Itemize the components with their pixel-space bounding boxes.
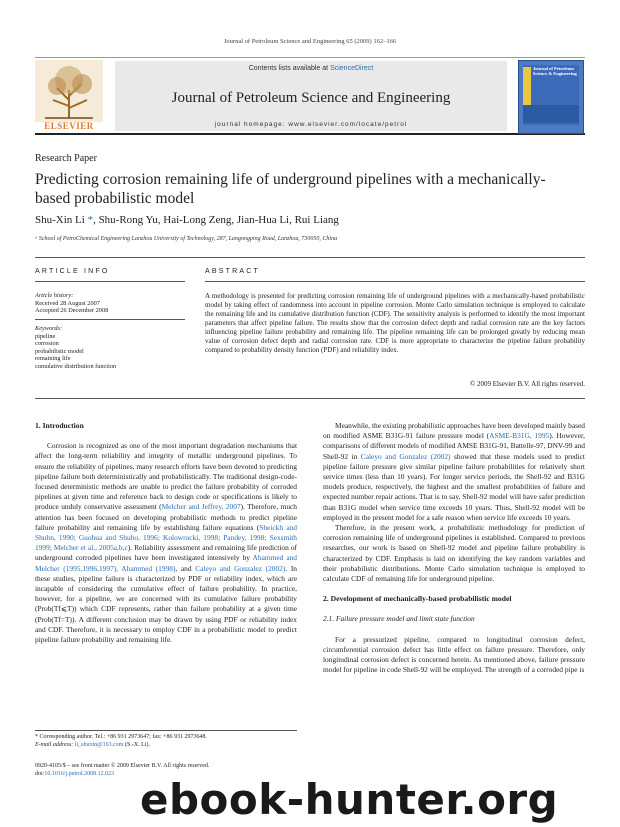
corresponding-author-footnote [35,730,297,749]
keyword: cumulative distribution function [35,362,117,370]
section-heading-introduction: 1. Introduction [35,421,84,430]
cover-title: Journal of Petroleum Science & Engineering [533,66,577,76]
keyword: probabilistic model [35,347,84,355]
citation-link[interactable]: Sheickh and Shuhn, 1990; Guohua and Shuho, 1996; Kolowrocki, 1998; Pandey, 1998; Sexsmith 1999; Melcher et al., 2005a,b,c [35,522,297,553]
article-title: Predicting corrosion remaining life of underground pipelines with a mechanically-based probabilistic model [35,171,546,207]
doi-link[interactable]: 10.1016/j.petrol.2008.12.023 [44,770,115,777]
journal-cover-thumbnail [518,60,584,134]
citation-link[interactable]: Caleyo and Gonzalez (2002) [195,563,286,573]
journal-name: Journal of Petroleum Science and Engineering [171,90,451,106]
keyword: pipeline [35,332,56,340]
affiliation: ᵃ School of PetroChemical Engineering Lanzhou University of Technology, 287, Langongping Road, Lanzhou, 730050, China [35,236,338,242]
copyright-notice: © 2009 Elsevier B.V. All rights reserved. [469,380,585,388]
other-authors: , Shu-Rong Yu, Hai-Long Zeng, Jian-Hua Li, Rui Liang [93,214,339,226]
keywords [35,325,185,370]
subsection-heading: 2.1. Failure pressure model and limit state function [323,614,475,624]
keyword: corrosion [35,340,59,347]
article-type: Research Paper [35,153,97,164]
email-line: E-mail address: li_shuxin@163.com (S.-X. Li). [35,741,150,748]
divider [205,281,585,282]
divider [35,398,585,399]
publisher-name: ELSEVIER [44,121,94,131]
running-head: Journal of Petroleum Science and Engineering 65 (2009) 162–166 [223,38,397,45]
left-column [35,421,297,645]
author-list [35,214,339,226]
history-label: Article history: [35,292,74,299]
keywords-label: Keywords: [35,325,63,332]
contact-line: * Corresponding author. Tel.: +86 931 2973647; fax: +86 931 2973648. [35,734,208,740]
citation-link[interactable]: Ahammed and Melcher (1995,1996,1997), Ahammed (1998) [35,553,297,573]
body-paragraph: Therefore, in the present work, a probabilistic methodology for prediction of corrosion remaining life of underground pipelines is established. Compared to previous researches, our work is based on Shell-92 model and pipeline failure probability is characterized by CDF. Emphasis is laid on identifying the key random variables and their probabilistic distributions. Monte Carlo simulation technique is employed to calculate CDF of remaining life for underground pipeline. [323,523,585,584]
divider [35,319,185,320]
citation-link[interactable]: Caleyo and Gonzalez (2002) [360,451,451,461]
journal-homepage[interactable]: journal homepage: www.elsevier.com/locate/petrol [214,121,408,128]
citation-link[interactable]: Melcher and Jeffrey, 2007 [161,502,241,512]
watermark-text: ebook-hunter.org [140,775,559,824]
journal-masthead [35,57,585,135]
accepted-date: Accepted 26 December 2008 [35,307,109,314]
contents-prefix: Contents lists available at [248,65,331,72]
body-paragraph: Meanwhile, the existing probabilistic approaches have been developed mainly based on modified ASME B31G-91 failure pressure model (ASME-B31G, 1995). However, comparisons of different models of modified AMSE B31G-91, Battelle-97, DNV-99 and Shell-92 in Caleyo and Gonzalez (2002) showed that these models used to predict pipeline failure pressure give similar pipeline failure probabilities for relatively short service times (less than 10 years). For longer service periods, the Shell-92 and B31G models produce, respectively, the highest and the smallest probabilities of failure and expected number repair actions. That is to say, Shell-92 model will have safer prediction than B31G model when service time exceeds 10 years. Thus, Shell-92 model will be employed in the present model for a safe reason when service life exceeds 10 years. [323,421,585,522]
abstract-text: A methodology is presented for predicting corrosion remaining life of underground pipelines with a mechanically-based probabilistic model by taking effect of randomness into account in pipeline corrosion. Monte Carlo simulation technique is employed to calculate the remaining life and its cumulative distribution function (CDF). The sensitivity analysis is performed to identify the most important parameters that affect pipeline failure. The results show that the corrosion defect depth and radial corrosion rate are the key factors influencing pipeline failure probability and remaining life. The pipeline remaining life can be prolonged greatly by reducing mean value of corrosion defect depth and radial corrosion rate. CDF is more appropriate to characterize the pipeline failure probability compared to probability density function (PDF) and reliability index. [205,292,585,354]
email-link[interactable]: li_shuxin@163.com [74,741,124,748]
keyword: remaining life [35,355,71,362]
right-column [323,421,585,675]
contents-line [115,65,507,72]
cover-band [523,105,579,123]
citation-link[interactable]: ASME-B31G, 1995 [489,431,550,441]
corresponding-author-marker[interactable]: * [87,214,94,226]
journal-banner [115,61,507,131]
section-heading-development: 2. Development of mechanically-based probabilistic model [323,594,512,604]
sciencedirect-link[interactable]: ScienceDirect [330,65,374,72]
abstract-label: ABSTRACT [205,268,260,275]
article-history [35,292,185,315]
article-info-label: ARTICLE INFO [35,268,110,275]
issn-line: 0920-4105/$ – see front matter © 2009 Elsevier B.V. All rights reserved. [35,763,210,769]
first-author[interactable]: Shu-Xin Li [35,214,85,226]
body-paragraph: For a pressurized pipeline, compared to longitudinal corrosion defect, circumferential corrosion defect has little effect on failure pressure. Therefore, only longitudinal corrosion defect is concerned herein. As mentioned above, failure pressure model for pipeline in code Shell-92 will be employed. The strength of a corroded pipe is [323,634,585,675]
received-date: Received 28 August 2007 [35,299,100,307]
divider [35,257,585,258]
divider [35,281,185,282]
introduction-paragraph: Corrosion is recognized as one of the most important degradation mechanisms that affect the long-term reliability and integrity of metallic underground pipelines. To ensure the reliability of pipelines, many research efforts have been devoted to predicting pipeline failure both deterministically and probabilistically. The traditional design-code-focused deterministic methods are unable to predict the failure probability of corroded pipelines at given time and reference back to design code or specifications is likely to produce unduly conservative assessment (Melcher and Jeffrey, 2007). Therefore, much attention has been focused on developing probabilistic methods to predict pipeline failure probability and remaining life by establishing failure equations (Sheickh and Shuhn, 1990; Guohua and Shuho, 1996; Kolowrocki, 1998; Pandey, 1998; Sexsmith 1999; Melcher et al., 2005a,b,c). Reliability assessment and remaining life prediction of underground corroded pipelines have been investigated intensively by Ahammed and Melcher (1995,1996,1997), Ahammed (1998), and Caleyo and Gonzalez (2002). In these studies, pipeline failure is characterized by PDF or reliability index, which are incapable of considering the cumulative effect of failure probability. In practice, however, for a pipeline, we are concerned with its cumulative failure probability (Prob(Tf⩽T)) which CDF represents, rather than failure probability at a given time (Prob(Tf=T)). A different conclusion may be drawn by using PDF or reliability index and CDF. Therefore, it is necessary to employ CDF in a probabilistic model to predict pipeline failure probability and remaining life. [35,441,297,645]
doi-line: doi:10.1016/j.petrol.2008.12.023 [35,770,115,777]
